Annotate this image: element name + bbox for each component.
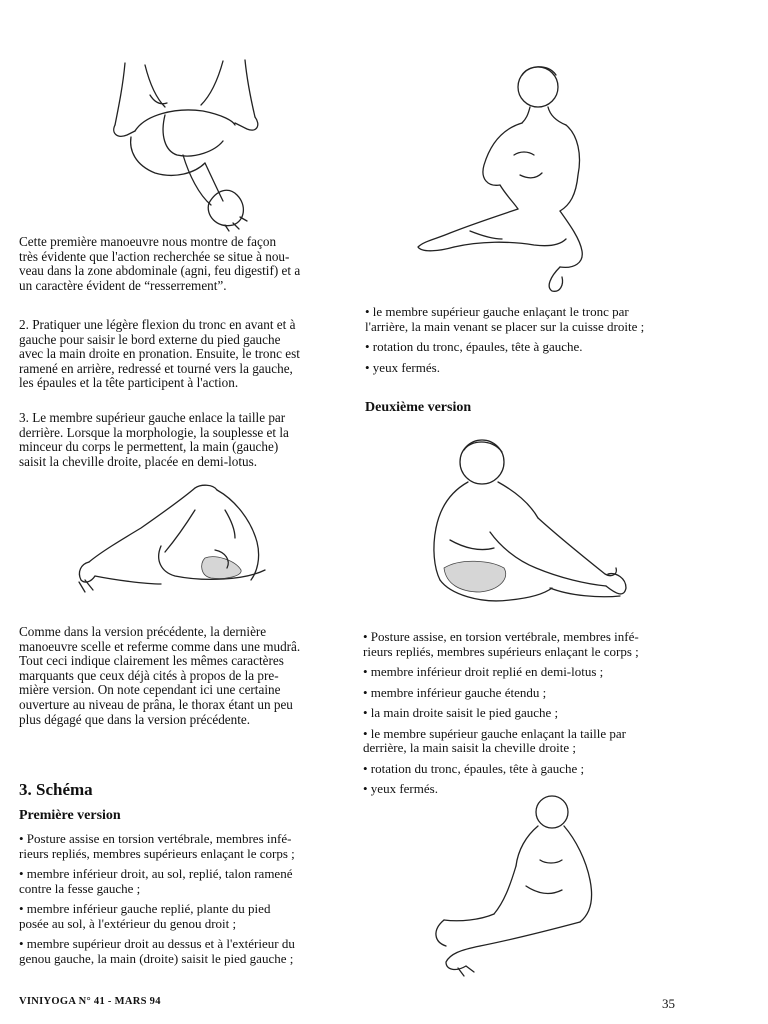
list-item — [363, 727, 639, 756]
text-line: Comme dans la version précédente, la dernière — [19, 624, 267, 639]
text-line: marquants que ceux déjà cités à propos de la pre- — [19, 667, 279, 683]
text-line: Tout ceci indique clairement les mêmes caractères — [19, 653, 284, 669]
list-item — [363, 706, 639, 721]
text-line: genou gauche, la main (droite) saisit le pied gauche ; — [19, 950, 294, 966]
text-line: 3. Le membre supérieur gauche enlace la taille par — [19, 410, 286, 425]
list-item — [19, 902, 295, 931]
paragraph-premiere-manoeuvre — [19, 235, 300, 293]
list-item — [365, 305, 644, 334]
text-line: • le membre supérieur gauche enlaçant la taille par — [363, 725, 626, 741]
list-item — [365, 340, 644, 355]
text-line: • rotation du tronc, épaules, tête à gauche ; — [363, 760, 585, 776]
text-line: avec la main droite en pronation. Ensuite, le tronc est — [19, 346, 300, 362]
list-item — [19, 937, 295, 966]
list-item — [19, 832, 295, 861]
text-line: derrière, la main saisit la cheville droite ; — [363, 740, 576, 755]
list-item — [363, 782, 639, 797]
text-line: • yeux fermés. — [365, 359, 440, 375]
yoga-figure-illustration-middle-right — [420, 428, 630, 628]
text-line: ramené en arrière, redressé et tourné vers la gauche, — [19, 360, 293, 376]
text-line: très évidente que l'action recherchée se situe à nou- — [19, 248, 290, 264]
text-line: gauche pour saisir le bord externe du pied gauche — [19, 331, 281, 347]
yoga-figure-illustration-bottom-right — [430, 790, 605, 980]
text-line: plus dégagé que dans la version précédente. — [19, 711, 251, 727]
bullet-list-top-right — [365, 305, 644, 381]
list-item — [363, 630, 639, 659]
yoga-figure-illustration-top-left — [105, 55, 270, 235]
text-line: manoeuvre scelle et referme comme dans une mudrâ. — [19, 638, 301, 654]
yoga-figure-illustration-top-right — [410, 55, 595, 295]
text-line: • membre inférieur droit, au sol, replié, talon ramené — [19, 866, 293, 881]
bullet-list-deuxieme-version — [363, 630, 639, 803]
text-line: saisit la cheville droite, placée en demi-lotus. — [19, 453, 258, 469]
text-line: ouverture au niveau de prâna, le thorax étant un peu — [19, 696, 293, 712]
text-line: les épaules et la tête participent à l'action. — [19, 375, 239, 391]
text-line: rieurs repliés, membres supérieurs enlaçant le corps ; — [363, 643, 639, 659]
text-line: minceur du corps le permettent, la main (gauche) — [19, 439, 279, 455]
text-line: 2. Pratiquer une légère flexion du tronc en avant et à — [19, 317, 296, 332]
text-line: contre la fesse gauche ; — [19, 880, 141, 896]
text-line: • rotation du tronc, épaules, tête à gauche. — [365, 339, 583, 354]
list-item — [363, 762, 639, 777]
text-line: mière version. On note cependant ici une certaine — [19, 682, 281, 698]
text-line: posée au sol, à l'extérieur du genou droit ; — [19, 915, 237, 931]
text-line: Cette première manoeuvre nous montre de façon — [19, 234, 277, 249]
text-line: • yeux fermés. — [363, 781, 438, 796]
text-line: • Posture assise, en torsion vertébrale, membres infé- — [363, 629, 639, 644]
list-item — [19, 867, 295, 896]
text-line: • membre inférieur gauche étendu ; — [363, 684, 547, 700]
paragraph-step-3 — [19, 411, 289, 469]
section-title: 3. Schéma — [19, 780, 93, 799]
paragraph-version-precedente — [19, 625, 300, 727]
text-line: rieurs repliés, membres supérieurs enlaçant le corps ; — [19, 845, 295, 861]
list-item — [363, 686, 639, 701]
list-item — [365, 361, 644, 376]
yoga-figure-illustration-middle-left — [75, 480, 275, 610]
list-item — [363, 665, 639, 680]
text-line: • Posture assise en torsion vertébrale, membres infé- — [19, 831, 292, 846]
text-line: veau dans la zone abdominale (agni, feu digestif) et a — [19, 263, 301, 279]
text-line: derrière. Lorsque la morphologie, la souplesse et la — [19, 424, 289, 440]
bullet-list-premiere-version — [19, 832, 295, 972]
subsection-title-deuxieme-version: Deuxième version — [365, 400, 472, 415]
text-line: • membre inférieur droit replié en demi-lotus ; — [363, 664, 604, 679]
text-line: • membre inférieur gauche replié, plante du pied — [19, 901, 271, 916]
text-line: l'arrière, la main venant se placer sur la cuisse droite ; — [365, 318, 645, 334]
subsection-title-premiere-version: Première version — [19, 808, 121, 823]
page-number: 35 — [662, 996, 675, 1011]
text-line: • membre supérieur droit au dessus et à l'extérieur du — [19, 936, 295, 951]
journal-footer: VINIYOGA N° 41 - MARS 94 — [19, 996, 161, 1007]
text-line: un caractère évident de “resserrement”. — [19, 277, 227, 293]
text-line: • le membre supérieur gauche enlaçant le tronc par — [365, 304, 629, 319]
paragraph-step-2 — [19, 318, 300, 391]
text-line: • la main droite saisit le pied gauche ; — [363, 705, 559, 720]
